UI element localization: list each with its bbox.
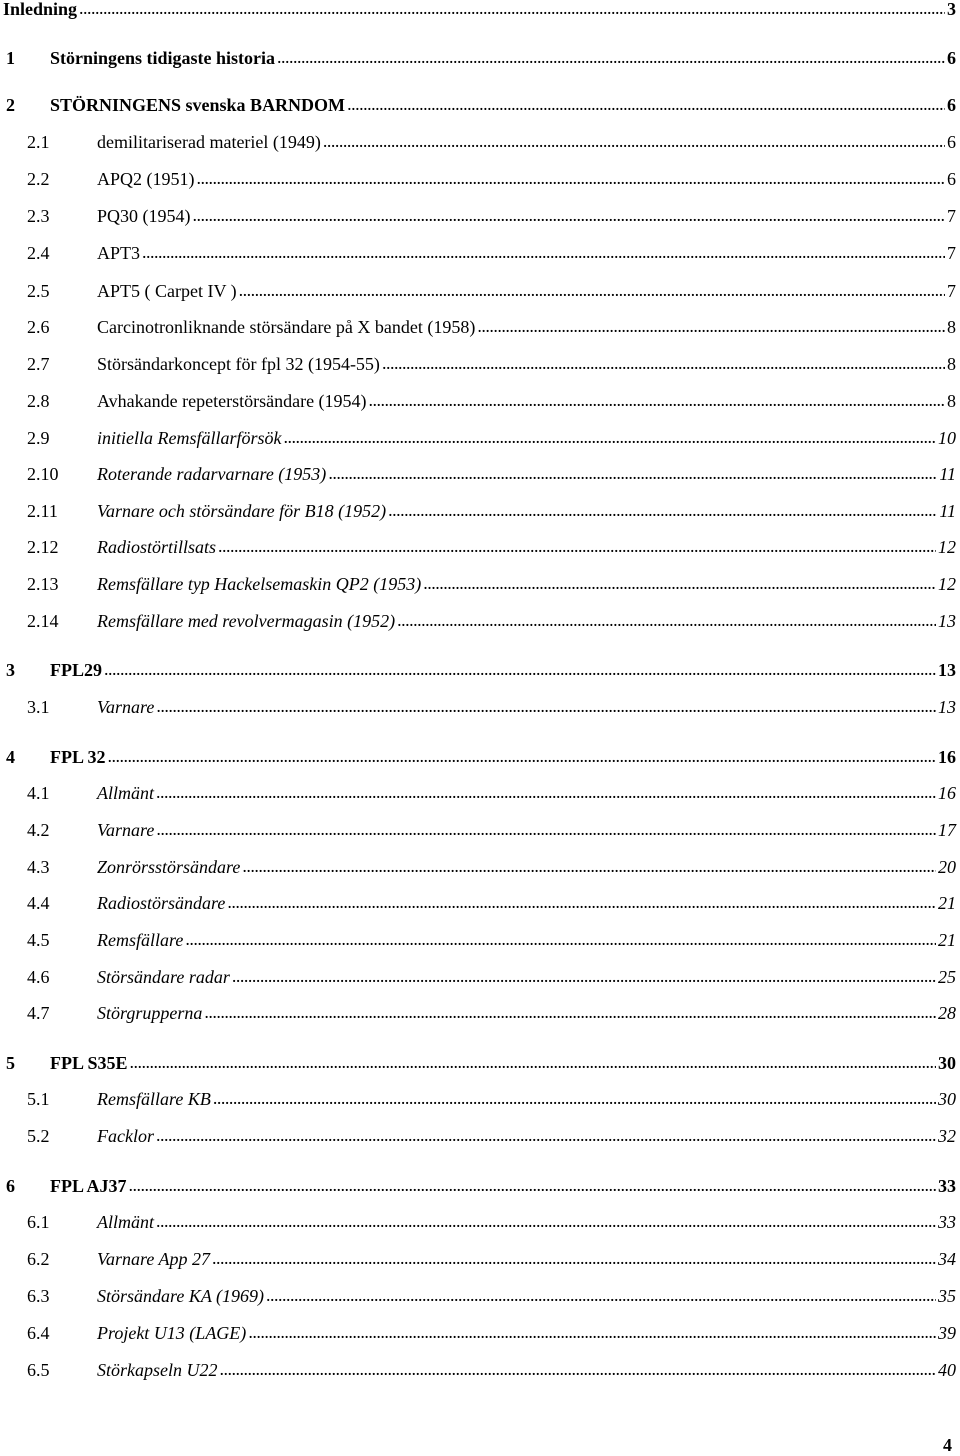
toc-entry[interactable] <box>0 168 956 190</box>
toc-entry[interactable] <box>0 1359 956 1381</box>
toc-entry-page: 11 <box>939 464 956 484</box>
toc-entry-page: 13 <box>938 660 956 680</box>
toc-entry-title: Allmänt <box>97 1212 154 1232</box>
toc-entry-page: 21 <box>938 930 956 950</box>
toc-entry-title: FPL S35E <box>50 1053 128 1073</box>
dot-leader <box>423 572 936 594</box>
toc-entry-page: 12 <box>938 574 956 594</box>
toc-entry-title: Störgrupperna <box>97 1003 203 1023</box>
toc-entry-number: 2.11 <box>27 501 58 521</box>
dot-leader <box>79 0 945 19</box>
toc-entry-title: Allmänt <box>97 783 154 803</box>
toc-entry-title: demilitariserad materiel (1949) <box>97 132 321 152</box>
toc-entry[interactable] <box>0 1125 956 1147</box>
toc-entry-page: 6 <box>947 169 956 189</box>
dot-leader <box>477 315 945 337</box>
toc-entry-page: 8 <box>947 317 956 337</box>
toc-entry-title: Radiostörtillsats <box>97 537 217 557</box>
dot-leader <box>218 535 936 557</box>
toc-entry-title: Remsfällare <box>97 930 184 950</box>
dot-leader <box>156 781 936 803</box>
toc-entry[interactable] <box>0 390 956 412</box>
toc-entry[interactable] <box>0 463 956 485</box>
toc-entry-title: Störsändare radar <box>97 967 230 987</box>
dot-leader <box>242 855 936 877</box>
toc-entry[interactable] <box>0 500 956 522</box>
dot-leader <box>156 1210 936 1232</box>
toc-entry[interactable] <box>0 280 956 302</box>
toc-entry-page: 35 <box>938 1286 956 1306</box>
toc-entry-page: 7 <box>947 243 956 263</box>
toc-entry-number: 2.9 <box>27 428 50 448</box>
toc-entry-number: 5 <box>6 1053 15 1073</box>
toc-entry[interactable] <box>0 1088 956 1110</box>
toc-entry-title: Carcinotronliknande störsändare på X bandet (1958) <box>97 317 476 337</box>
toc-entry-page: 16 <box>938 783 956 803</box>
dot-leader <box>347 93 945 115</box>
dot-leader <box>323 130 945 152</box>
toc-entry[interactable] <box>0 573 956 595</box>
toc-entry[interactable] <box>0 1211 956 1233</box>
toc-entry-number: 3 <box>6 660 15 680</box>
dot-leader <box>382 352 945 374</box>
dot-leader <box>266 1284 936 1306</box>
toc-entry-title: Remsfällare typ Hackelsemaskin QP2 (1953) <box>97 574 422 594</box>
toc-entry-title: FPL29 <box>50 660 102 680</box>
dot-leader <box>156 818 936 840</box>
dot-leader <box>232 965 936 987</box>
toc-entry-page: 13 <box>938 611 956 631</box>
toc-entry-title: Varnare <box>97 697 155 717</box>
toc-entry-number: 5.2 <box>27 1126 50 1146</box>
toc-entry-number: 2.6 <box>27 317 50 337</box>
toc-entry-number: 4.7 <box>27 1003 50 1023</box>
dot-leader <box>277 46 945 68</box>
dot-leader <box>328 462 937 484</box>
toc-entry[interactable] <box>0 892 956 914</box>
toc-entry-title: Facklor <box>97 1126 154 1146</box>
dot-leader <box>204 1001 936 1023</box>
dot-leader <box>108 745 936 767</box>
toc-entry-title: Zonrörsstörsändare <box>97 857 241 877</box>
toc-entry[interactable] <box>0 856 956 878</box>
dot-leader <box>239 279 945 301</box>
toc-entry-title: Roterande radarvarnare (1953) <box>97 464 327 484</box>
toc-entry[interactable] <box>0 610 956 632</box>
toc-entry-title: Avhakande repeterstörsändare (1954) <box>97 391 367 411</box>
toc-entry-page: 10 <box>938 428 956 448</box>
toc-entry-number: Inledning <box>3 0 78 19</box>
toc-entry-title: FPL AJ37 <box>50 1176 127 1196</box>
toc-entry-number: 2.13 <box>27 574 59 594</box>
toc-entry[interactable] <box>0 1248 956 1270</box>
toc-entry-page: 13 <box>938 697 956 717</box>
toc-entry-title: Varnare <box>97 820 155 840</box>
toc-entry-number: 6.4 <box>27 1323 50 1343</box>
toc-entry-page: 16 <box>938 747 956 767</box>
dot-leader <box>142 241 945 263</box>
toc-entry-number: 4.5 <box>27 930 50 950</box>
toc-entry-number: 1 <box>6 48 15 68</box>
toc-entry[interactable] <box>0 316 956 338</box>
dot-leader <box>104 658 936 680</box>
toc-entry-number: 6.2 <box>27 1249 50 1269</box>
toc-entry-title: Störsändare KA (1969) <box>97 1286 265 1306</box>
toc-entry-number: 6.1 <box>27 1212 50 1232</box>
toc-entry-number: 3.1 <box>27 697 50 717</box>
toc-entry-number: 5.1 <box>27 1089 50 1109</box>
toc-entry-title: Varnare och störsändare för B18 (1952) <box>97 501 387 521</box>
toc-entry-title: Remsfällare KB <box>97 1089 211 1109</box>
dot-leader <box>212 1247 936 1269</box>
toc-entry[interactable] <box>0 1285 956 1307</box>
toc-entry-number: 2.8 <box>27 391 50 411</box>
toc-entry[interactable] <box>0 427 956 449</box>
toc-entry[interactable] <box>0 94 956 116</box>
toc-entry-title: Projekt U13 (LAGE) <box>97 1323 247 1343</box>
toc-entry-page: 8 <box>947 354 956 374</box>
toc-entry-page: 17 <box>938 820 956 840</box>
toc-entry-title: Remsfällare med revolvermagasin (1952) <box>97 611 396 631</box>
toc-entry-number: 6 <box>6 1176 15 1196</box>
toc-entry-page: 39 <box>938 1323 956 1343</box>
dot-leader <box>248 1321 936 1343</box>
toc-entry[interactable] <box>0 47 956 69</box>
dot-leader <box>213 1087 936 1109</box>
toc-entry[interactable] <box>0 782 956 804</box>
dot-leader <box>197 167 946 189</box>
toc-entry-page: 6 <box>947 48 956 68</box>
toc-entry-number: 2.14 <box>27 611 59 631</box>
toc-entry-page: 30 <box>938 1089 956 1109</box>
toc-entry-title: Störsändarkoncept för fpl 32 (1954-55) <box>97 354 380 374</box>
toc-entry[interactable] <box>0 536 956 558</box>
toc-entry-number: 2.2 <box>27 169 50 189</box>
toc-entry[interactable] <box>0 353 956 375</box>
toc-entry-page: 32 <box>938 1126 956 1146</box>
dot-leader <box>284 426 937 448</box>
dot-leader <box>129 1174 936 1196</box>
toc-entry-page: 30 <box>938 1053 956 1073</box>
toc-entry[interactable] <box>0 746 956 768</box>
toc-entry-number: 4 <box>6 747 15 767</box>
toc-entry-page: 6 <box>947 132 956 152</box>
toc-entry-title: PQ30 (1954) <box>97 206 191 226</box>
toc-entry-page: 12 <box>938 537 956 557</box>
toc-entry-number: 4.1 <box>27 783 50 803</box>
toc-entry[interactable] <box>0 0 956 20</box>
dot-leader <box>388 499 937 521</box>
toc-entry-page: 8 <box>947 391 956 411</box>
toc-entry[interactable] <box>0 966 956 988</box>
toc-entry-number: 2.7 <box>27 354 50 374</box>
toc-entry-title: initiella Remsfällarförsök <box>97 428 282 448</box>
toc-entry-title: Störkapseln U22 <box>97 1360 218 1380</box>
toc-entry-page: 25 <box>938 967 956 987</box>
dot-leader <box>369 389 945 411</box>
toc-entry-page: 40 <box>938 1360 956 1380</box>
toc-entry-number: 4.4 <box>27 893 50 913</box>
toc-entry-number: 2.1 <box>27 132 50 152</box>
dot-leader <box>220 1358 937 1380</box>
toc-entry-number: 6.5 <box>27 1360 50 1380</box>
toc-entry-page: 33 <box>938 1212 956 1232</box>
toc-entry-title: Varnare App 27 <box>97 1249 211 1269</box>
dot-leader <box>185 928 936 950</box>
toc-entry-page: 6 <box>947 95 956 115</box>
toc-entry-number: 4.3 <box>27 857 50 877</box>
toc-entry-number: 2 <box>6 95 15 115</box>
toc-entry-number: 2.4 <box>27 243 50 263</box>
toc-entry-page: 34 <box>938 1249 956 1269</box>
toc-entry-number: 2.12 <box>27 537 59 557</box>
toc-entry-title: Radiostörsändare <box>97 893 226 913</box>
dot-leader <box>156 1124 936 1146</box>
toc-entry-page: 7 <box>947 281 956 301</box>
toc-entry-title: FPL 32 <box>50 747 106 767</box>
toc-entry-number: 4.6 <box>27 967 50 987</box>
toc-entry[interactable] <box>0 131 956 153</box>
toc-entry[interactable] <box>0 929 956 951</box>
toc-entry[interactable] <box>0 696 956 718</box>
toc-entry[interactable] <box>0 819 956 841</box>
toc-entry[interactable] <box>0 205 956 227</box>
toc-entry[interactable] <box>0 1052 956 1074</box>
toc-entry-page: 20 <box>938 857 956 877</box>
toc-entry-number: 2.3 <box>27 206 50 226</box>
toc-entry-title: Störningens tidigaste historia <box>50 48 276 68</box>
toc-entry[interactable] <box>0 1002 956 1024</box>
toc-entry-number: 6.3 <box>27 1286 50 1306</box>
dot-leader <box>193 204 946 226</box>
toc-entry-page: 28 <box>938 1003 956 1023</box>
toc-entry-number: 4.2 <box>27 820 50 840</box>
dot-leader <box>397 609 936 631</box>
toc-entry-title: APT5 ( Carpet IV ) <box>97 281 237 301</box>
dot-leader <box>156 695 936 717</box>
toc-entry[interactable] <box>0 1322 956 1344</box>
toc-entry-title: APT3 <box>97 243 141 263</box>
toc-entry-number: 2.10 <box>27 464 59 484</box>
dot-leader <box>227 891 936 913</box>
toc-entry-page: 3 <box>947 0 956 19</box>
toc-entry[interactable] <box>0 1175 956 1197</box>
toc-entry-number: 2.5 <box>27 281 50 301</box>
page-number: 4 <box>943 1435 952 1455</box>
toc-entry-page: 7 <box>947 206 956 226</box>
toc-entry-title: APQ2 (1951) <box>97 169 195 189</box>
toc-entry[interactable] <box>0 242 956 264</box>
toc-entry-title: STÖRNINGENS svenska BARNDOM <box>50 95 346 115</box>
dot-leader <box>130 1051 936 1073</box>
toc-entry-page: 21 <box>938 893 956 913</box>
toc-entry[interactable] <box>0 659 956 681</box>
toc-entry-page: 33 <box>938 1176 956 1196</box>
toc-entry-page: 11 <box>939 501 956 521</box>
